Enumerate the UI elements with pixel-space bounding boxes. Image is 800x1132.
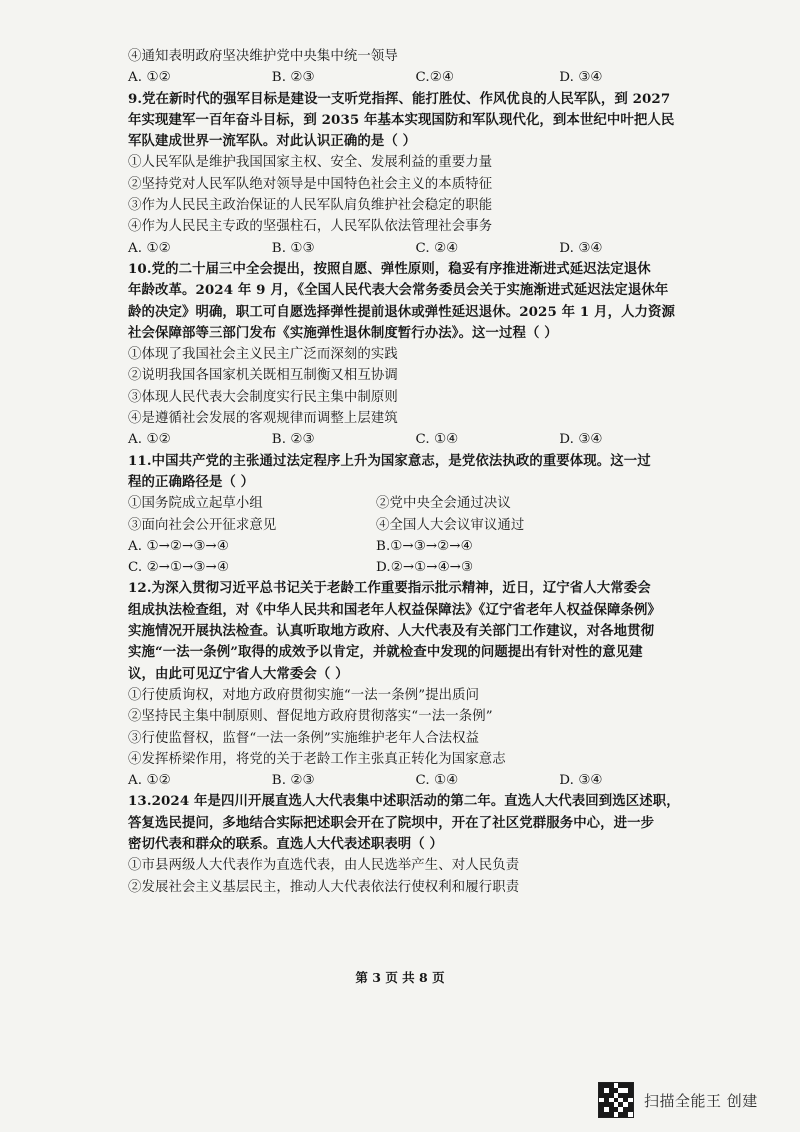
option-c: C. ①④ [415,773,459,789]
option-a: A. ①→②→③→④ [128,538,229,554]
question-stem-line: 军队建成世界一流军队。对此认识正确的是（ ） [128,133,417,150]
option-a: A. ①② [128,432,171,448]
option-d: D. ③④ [559,773,603,789]
option-c: C. ②→①→③→④ [128,560,229,576]
statement-item: ①体现了我国社会主义民主广泛而深刻的实践 [128,347,398,363]
scanner-watermark-label: 扫描全能王 创建 [644,1091,758,1110]
answer-options [128,770,703,791]
statement-row [128,493,703,514]
question-stem-line: 10.党的二十届三中全会提出，按照自愿、弹性原则，稳妥有序推进渐进式延迟法定退休 [128,260,651,277]
statement-item: ④作为人民民主专政的坚强柱石，人民军队依法管理社会事务 [128,219,493,235]
question-stem-line: 9.党在新时代的强军目标是建设一支听党指挥、能打胜仗、作风优良的人民军队，到 2027 [128,90,671,107]
question-stem-line: 12.为深入贯彻习近平总书记关于老龄工作重要指示批示精神，近日，辽宁省人大常委会 [128,580,651,597]
question-stem-line: 年实现建军一百年奋斗目标，到 2035 年基本实现国防和军队现代化，到本世纪中叶把人民 [128,111,675,128]
answer-options [128,67,703,88]
question-content [128,46,703,898]
statement-item: ③体现人民代表大会制度实行民主集中制原则 [128,389,398,405]
statement-item: ④全国人大会议审议通过 [376,517,525,533]
question-stem-line: 实施情况开展执法检查。认真听取地方政府、人大代表及有关部门工作建议，对各地贯彻 [128,623,655,640]
option-a: A. ①② [128,240,171,256]
option-b: B. ②③ [271,432,315,448]
statement-item: ②坚持党对人民军队绝对领导是中国特色社会主义的本质特征 [128,176,493,192]
option-d: D. ③④ [559,70,603,86]
question-stem-line: 答复选民提问，多地结合实际把述职会开在了院坝中，开在了社区党群服务中心，进一步 [128,814,655,831]
statement-item: ②坚持民主集中制原则、督促地方政府贯彻落实“一法一条例” [128,709,493,725]
option-line: ④通知表明政府坚决维护党中央集中统一领导 [128,49,398,64]
option-b: B. ①③ [271,240,315,256]
option-d: D. ③④ [559,240,603,256]
question-stem-line: 11.中国共产党的主张通过法定程序上升为国家意志，是党依法执政的重要体现。这一过 [128,452,651,469]
question-stem-line: 龄的决定》明确，职工可自愿选择弹性提前退休或弹性延迟退休。2025 年 1 月，人力资源 [128,303,676,320]
option-b: B.①→③→②→④ [376,538,473,554]
statement-item: ③作为人民民主政治保证的人民军队肩负维护社会稳定的职能 [128,198,493,214]
statement-item: ②说明我国各国家机关既相互制衡又相互协调 [128,368,398,384]
answer-options [128,429,703,450]
question-stem-line: 实施“一法一条例”取得的成效予以肯定，并就检查中发现的问题提出有针对性的意见建 [128,644,643,661]
statement-item: ④发挥桥梁作用，将党的关于老龄工作主张真正转化为国家意志 [128,751,506,767]
option-c: C. ①④ [415,432,459,448]
statement-item: ②发展社会主义基层民主，推动人大代表依法行使权利和履行职责 [128,879,520,895]
question-stem-line: 议，由此可见辽宁省人大常委会（ ） [128,665,349,682]
statement-item: ①行使质询权，对地方政府贯彻实施“一法一条例”提出质问 [128,687,480,703]
answer-options [128,238,703,259]
statement-row [128,515,703,536]
option-c: C.②④ [415,70,454,86]
scanner-watermark [598,1082,758,1118]
statement-item: ①国务院成立起草小组 [128,496,263,512]
answer-options [128,557,703,578]
option-a: A. ①② [128,773,171,789]
statement-item: ①人民军队是维护我国国家主权、安全、发展利益的重要力量 [128,155,493,171]
answer-options [128,536,703,557]
option-d: D. ③④ [559,432,603,448]
question-stem-line: 组成执法检查组，对《中华人民共和国老年人权益保障法》《辽宁省老年人权益保障条例》 [128,601,661,618]
option-b: B. ②③ [271,70,315,86]
option-b: B. ②③ [271,773,315,789]
option-d: D.②→①→④→③ [376,560,474,576]
question-stem-line: 程的正确路径是（ ） [128,473,255,490]
statement-item: ③面向社会公开征求意见 [128,517,277,533]
qr-code-icon [598,1082,634,1118]
page-number: 第 3 页 共 8 页 [355,970,445,985]
question-stem-line: 年龄改革。2024 年 9 月，《全国人民代表大会常务委员会关于实施渐进式延迟法定退休年 [128,282,669,299]
question-stem-line: 13.2024 年是四川开展直选人大代表集中述职活动的第二年。直选人大代表回到选区述职， [128,793,680,810]
statement-item: ④是遵循社会发展的客观规律而调整上层建筑 [128,411,398,427]
option-a: A. ①② [128,70,171,86]
statement-item: ①市县两级人大代表作为直选代表，由人民选举产生、对人民负责 [128,858,520,874]
option-c: C. ②④ [415,240,459,256]
statement-item: ③行使监督权，监督“一法一条例”实施维护老年人合法权益 [128,730,480,746]
question-stem-line: 社会保障部等三部门发布《实施弹性退休制度暂行办法》。这一过程（ ） [128,324,558,341]
statement-item: ②党中央全会通过决议 [376,496,511,512]
question-stem-line: 密切代表和群众的联系。直选人大代表述职表明（ ） [128,835,444,852]
